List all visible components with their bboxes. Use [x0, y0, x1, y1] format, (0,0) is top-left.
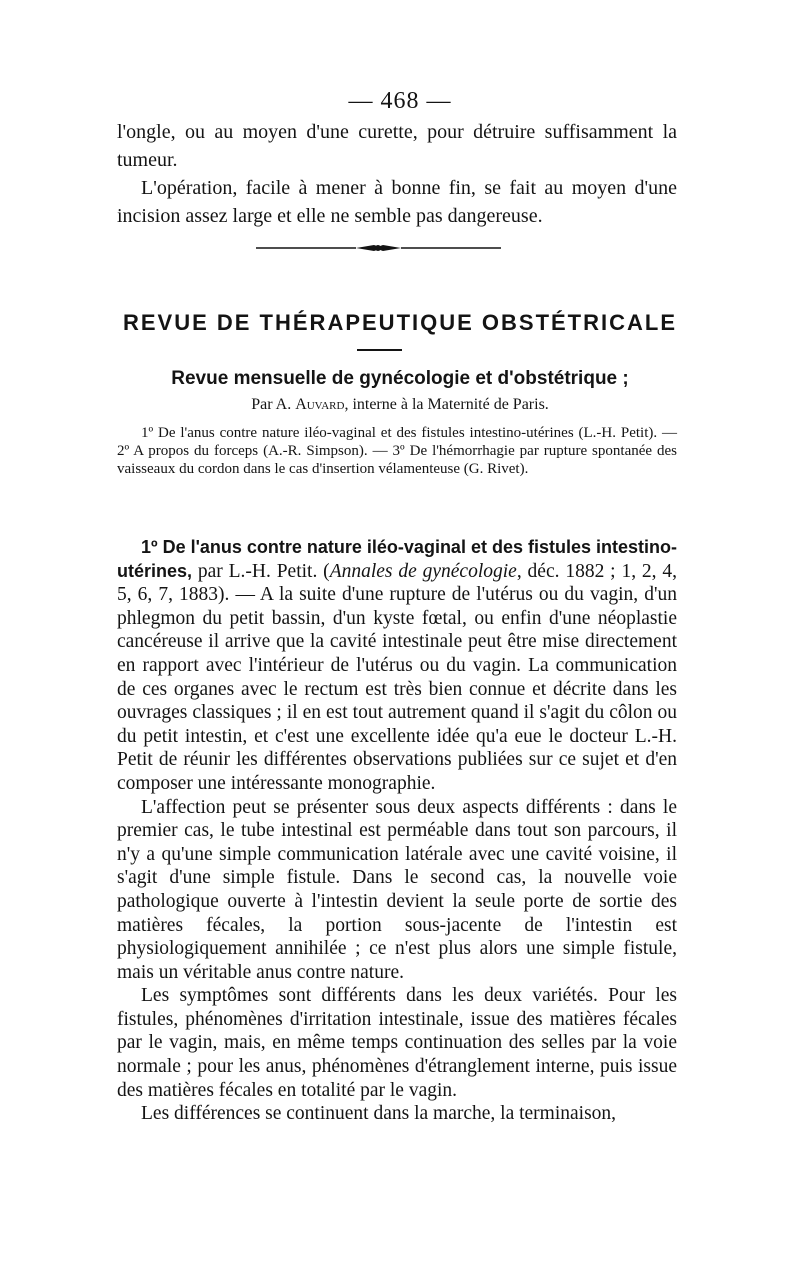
paragraph: L'affection peut se présenter sous deux aspects différents : dans le premier cas, le tube intestinal est perméable dans tout son parcours, il n'y a qu'une simple communication latérale avec une cavité voisine, il s'agit d'une simple fistule. Dans le second cas, la nouvelle voie pathologique ouverte à l'intestin devient la seule porte de sortie des matières fécales, la portion sous-jacente de l'intestin est physiologiquement annihilée ; ce n'est plus alors une simple fistule, mais un véritable anus contre nature.: [117, 796, 677, 983]
article-author: par L.-H. Petit. (: [192, 560, 330, 582]
contents-text: 1º De l'anus contre nature iléo-vaginal et des fistules intestino-utérines (L.-H. Petit). — 2º A propos du forceps (A.-R. Simpson). — 3º De l'hémorrhagie par rupture spontanée des vaisseaux du cordon dans le cas d'insertion vélamenteuse (G. Rivet).: [117, 425, 677, 477]
author-prefix: Par A.: [251, 396, 292, 413]
article-heading: 1º De l'anus contre nature iléo-vaginal et des fistules intestino-utérines,: [117, 537, 677, 581]
author-line: [0, 396, 800, 414]
title-divider: [357, 349, 402, 351]
ornamental-rule: [256, 243, 501, 253]
contents-summary: [117, 424, 677, 478]
author-suffix: , interne à la Maternité de Paris.: [344, 396, 549, 413]
review-subtitle: Revue mensuelle de gynécologie et d'obstétrique ;: [171, 368, 629, 389]
author-name: Auvard: [295, 396, 345, 413]
previous-article-end: [117, 118, 677, 230]
section-title: REVUE DE THÉRAPEUTIQUE OBSTÉTRICALE: [122, 310, 678, 335]
paragraph: L'opération, facile à mener à bonne fin, se fait au moyen d'une incision assez large et elle ne semble pas dangereuse.: [117, 177, 677, 227]
paragraph: l'ongle, ou au moyen d'une curette, pour détruire suffisamment la tumeur.: [117, 121, 677, 171]
article-body: [117, 536, 677, 1126]
paragraph: Les symptômes sont différents dans les deux variétés. Pour les fistules, phénomènes d'irritation intestinale, issue des matières fécales par le vagin, mais, en même temps continuation des selles par la voie normale ; pour les anus, phénomènes d'étranglement interne, puis issue des matières fécales en totalité par le vagin.: [117, 985, 677, 1101]
paragraph-text: , déc. 1882 ; 1, 2, 4, 5, 6, 7, 1883). — A la suite d'une rupture de l'utérus ou du vagin, d'un phlegmon du petit bassin, d'un kyste fœtal, ou enfin d'une néoplastie cancéreuse il arrive que la cavité intestinale peut être mise directement en rapport avec l'intérieur de l'utérus ou du vagin. La communication de ces organes avec le rectum est très bien connue et décrite dans les ouvrages classiques ; il en est tout autrement quand il s'agit du côlon ou du petit intestin, et c'est une excellente idée qu'a eue le docteur L.-H. Petit de réunir les différentes observations publiées sur ce sujet et d'en composer une intéressante monographie.: [117, 560, 678, 794]
journal-title: Annales de gynécologie: [329, 560, 517, 582]
page-number: — 468 —: [348, 88, 452, 114]
paragraph: Les différences se continuent dans la marche, la terminaison,: [141, 1103, 617, 1125]
paragraph: [117, 536, 677, 796]
